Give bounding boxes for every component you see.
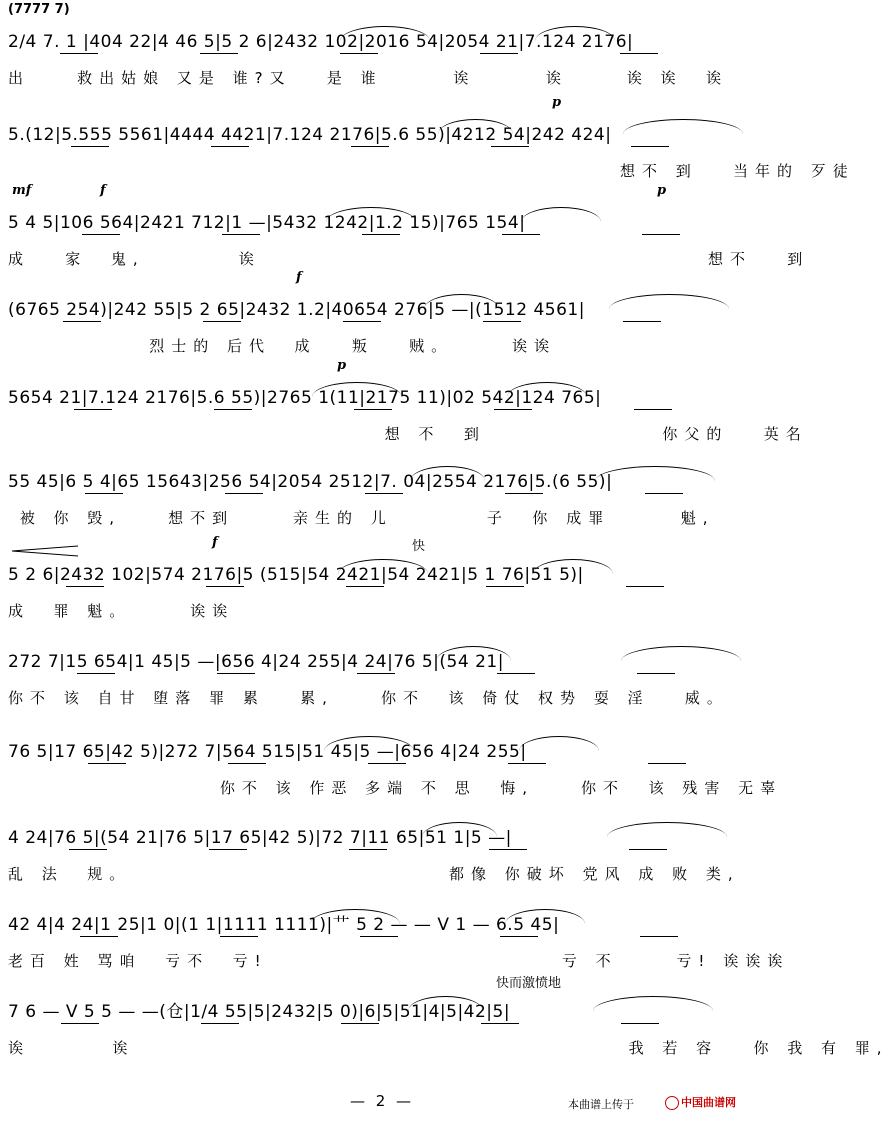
beam-underline: [222, 234, 260, 235]
beam-underline: [343, 321, 381, 322]
lyric-line: 老百 姓 骂咱 亏不 亏! 亏 不 亏! 诶诶诶: [8, 952, 790, 970]
notation-line: 42 4|4 24|1 25|1 0|(1 1|1111 1111)|艹 5 2 — — V 1 — 6.5 45|: [8, 915, 560, 935]
beam-underline: [80, 936, 118, 937]
tempo-mark: 快: [412, 539, 426, 554]
beam-underline: [645, 493, 683, 494]
lyric-line: 被 你 毁, 想不到 亲生的 儿 子 你 成罪 魁,: [8, 509, 715, 527]
beam-underline: [88, 763, 126, 764]
dynamic-mark: f: [100, 183, 106, 198]
beam-underline: [637, 673, 675, 674]
beam-underline: [360, 936, 398, 937]
dynamic-mark: f: [212, 535, 218, 550]
beam-underline: [500, 936, 538, 937]
beam-underline: [631, 146, 669, 147]
upload-credit: 本曲谱上传于: [568, 1098, 634, 1111]
beam-underline: [491, 146, 529, 147]
notation-line: 5 2 6|2432 102|574 2176|5 (515|54 2421|54 2421|5 1 76|51 5)|: [8, 565, 584, 585]
dynamic-mark: p: [657, 183, 667, 198]
notation-line: 55 45|6 5 4|65 15643|256 54|2054 2512|7. 04|2554 2176|5.(6 55)|: [8, 472, 613, 492]
notation-line: 5.(12|5.555 5561|4444 4421|7.124 2176|5.6 55)|4212 54|242 424|: [8, 125, 612, 145]
dynamic-mark: p: [552, 95, 562, 110]
lyric-line: 出 救出姑娘 又是 谁?又 是 谁 诶 诶 诶 诶 诶: [8, 69, 729, 87]
beam-underline: [228, 763, 266, 764]
score-system: [0, 976, 889, 1102]
dynamic-mark: p: [337, 358, 347, 373]
beam-underline: [209, 849, 247, 850]
beam-underline: [77, 673, 115, 674]
beam-underline: [206, 586, 244, 587]
beam-underline: [63, 321, 101, 322]
notation-line: 76 5|17 65|42 5)|272 7|564 515|51 45|5 —|656 4|24 255|: [8, 742, 527, 762]
dynamic-mark: f: [296, 270, 302, 285]
beam-underline: [69, 849, 107, 850]
beam-underline: [629, 849, 667, 850]
beam-underline: [351, 146, 389, 147]
beam-underline: [201, 1023, 239, 1024]
beam-underline: [66, 586, 104, 587]
beam-underline: [634, 409, 672, 410]
beam-underline: [368, 763, 406, 764]
beam-underline: [508, 763, 546, 764]
beam-underline: [486, 586, 524, 587]
notation-line: 272 7|15 654|1 45|5 —|656 4|24 255|4 24|76 5|(54 21|: [8, 652, 504, 672]
lyric-line: 成 罪 魁。 诶诶: [8, 602, 235, 620]
logo-text: 中国曲谱网: [681, 1096, 736, 1109]
dynamic-mark: mf: [12, 183, 32, 198]
beam-underline: [642, 234, 680, 235]
beam-underline: [340, 53, 378, 54]
beam-underline: [61, 1023, 99, 1024]
beam-underline: [354, 409, 392, 410]
beam-underline: [494, 409, 532, 410]
lyric-line: 想不 到 当年的 歹徒: [8, 162, 855, 180]
crescendo-hairpin: [10, 545, 80, 557]
lyric-line: 成 家 鬼, 诶 想不 到: [8, 250, 810, 268]
beam-underline: [214, 409, 252, 410]
beam-underline: [480, 53, 518, 54]
beam-underline: [626, 586, 664, 587]
beam-underline: [481, 1023, 519, 1024]
beam-underline: [203, 321, 241, 322]
lyric-line: 你不 该 作恶 多端 不 思 悔, 你不 该 残害 无辜: [8, 779, 783, 797]
beam-underline: [346, 586, 384, 587]
beam-underline: [200, 53, 238, 54]
beam-underline: [71, 146, 109, 147]
tempo-mark: 快而激愤地: [496, 976, 562, 991]
header-fragment: (7777 7): [8, 2, 70, 17]
notation-line: (6765 254)|242 55|5 2 65|2432 1.2|40654 276|5 —|(1512 4561|: [8, 300, 585, 320]
notation-line: 2/4 7. 1 |404 22|4 46 5|5 2 6|2432 102|2016 54|2054 21|7.124 2176|: [8, 32, 634, 52]
beam-underline: [640, 936, 678, 937]
beam-underline: [60, 53, 98, 54]
beam-underline: [211, 146, 249, 147]
beam-underline: [74, 409, 112, 410]
notation-line: 7 6 — V 5 5 — —(仓|1/4 55|5|2432|5 0)|6|5|51|4|5|42|5|: [8, 1002, 511, 1022]
lyric-line: 烈士的 后代 成 叛 贼。 诶诶: [8, 337, 556, 355]
lyric-line: 诶 诶 我 若 容 你 我 有 罪,: [8, 1039, 889, 1057]
beam-underline: [620, 53, 658, 54]
beam-underline: [648, 763, 686, 764]
notation-line: 5654 21|7.124 2176|5.6 55)|2765 1(11|2175 11)|02 542|124 765|: [8, 388, 602, 408]
beam-underline: [483, 321, 521, 322]
beam-underline: [217, 673, 255, 674]
lyric-line: 你不 该 自甘 堕落 罪 累 累, 你不 该 倚仗 权势 耍 淫 威。: [8, 689, 729, 707]
beam-underline: [502, 234, 540, 235]
beam-underline: [357, 673, 395, 674]
beam-underline: [85, 493, 123, 494]
beam-underline: [220, 936, 258, 937]
beam-underline: [623, 321, 661, 322]
beam-underline: [225, 493, 263, 494]
logo-circle-icon: [665, 1096, 679, 1110]
beam-underline: [349, 849, 387, 850]
site-logo: [665, 1094, 736, 1110]
beam-underline: [497, 673, 535, 674]
notation-line: 4 24|76 5|(54 21|76 5|17 65|42 5)|72 7|11 65|51 1|5 —|: [8, 828, 512, 848]
lyric-line: 想 不 到 你父的 英名: [8, 425, 808, 443]
page-number: — 2 —: [349, 1092, 415, 1110]
beam-underline: [621, 1023, 659, 1024]
beam-underline: [365, 493, 403, 494]
beam-underline: [341, 1023, 379, 1024]
beam-underline: [489, 849, 527, 850]
beam-underline: [505, 493, 543, 494]
lyric-line: 乱 法 规。 都像 你破坏 党风 成 败 类,: [8, 865, 740, 883]
beam-underline: [82, 234, 120, 235]
beam-underline: [362, 234, 400, 235]
notation-line: 5 4 5|106 564|2421 712|1 —|5432 1242|1.2 15)|765 154|: [8, 213, 526, 233]
